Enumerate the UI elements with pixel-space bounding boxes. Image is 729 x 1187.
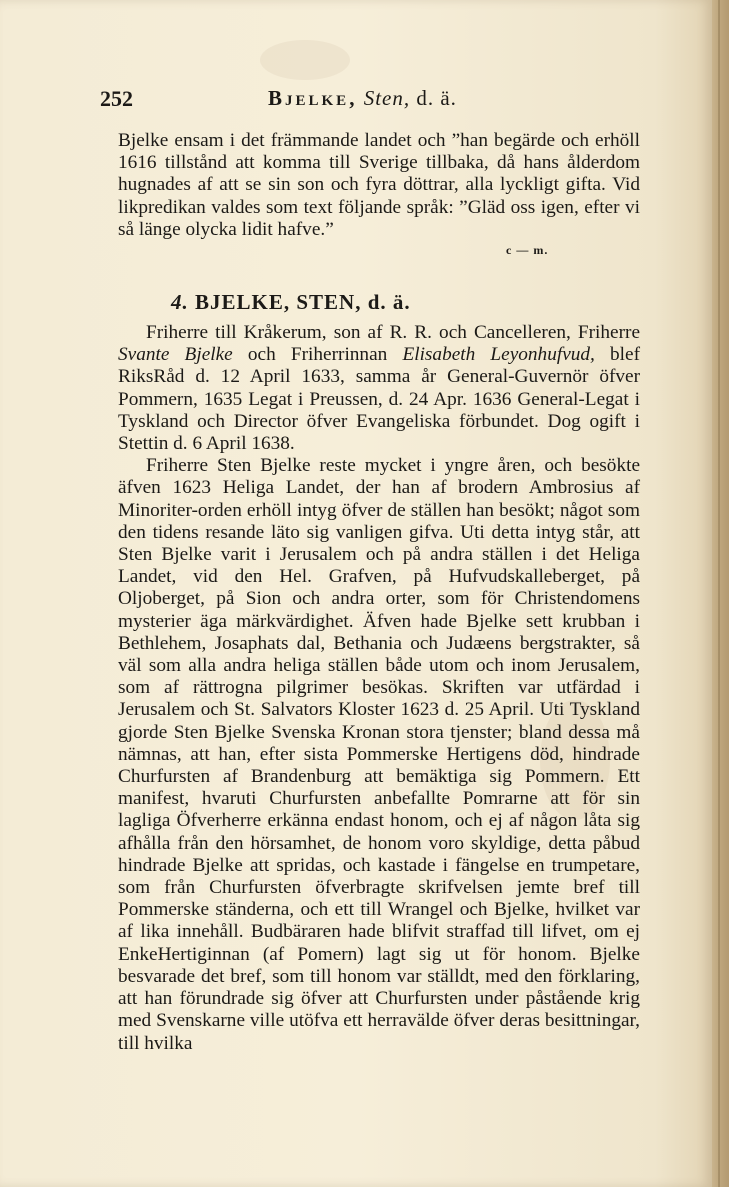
p1-part2: och Friherrinnan [232, 344, 403, 366]
article-paragraph-1 [118, 322, 640, 455]
running-title-surname: Bjelke, [268, 86, 358, 110]
running-header [100, 86, 660, 116]
article-number: 4. [171, 290, 189, 314]
running-title [268, 86, 457, 111]
article-paragraph-2: Friherre Sten Bjelke reste mycket i yngre åren, och besökte äfven 1623 Heliga Landet, der han af brodern Ambrosius af Minoriter-orden erhöll intyg öfver de ställen han besökt; något som den tidens resande läto sig vanligen gifva. Uti detta intyg står, att Sten Bjelke varit i Jerusalem och på andra ställen i det Heliga Landet, vid den Hel. Grafven, på Hufvudskalleberget, på Oljoberget, på Sion och andra orter, som för Christendomens mysterier äga märkvärdighet. Äfven hade Bjelke sett krubban i Bethlehem, Josaphats dal, Bethania och Judæens bergstrakter, så väl som alla andra heliga ställen både utom och inom Jerusalem, som af rättrogna pilgrimer besökas. Skriften var utfärdad i Jerusalem och St. Salvators Kloster 1623 d. 25 April. Uti Tyskland gjorde Sten Bjelke Svenska Kronan stora tjenster; bland dessa må nämnas, att han, efter sista Pommerske Hertigens död, hindrade Churfursten af Brandenburg att bemäktiga sig Pommern. Ett manifest, hvaruti Churfursten anbefallte Pomrarne att för sin lagliga Öfverherre erkänna endast honom, och ej af någon låta sig afhålla från den hörsamhet, de honom voro skyldige, detta påbud hindrade Bjelke att spridas, och kastade i fängelse en trumpetare, som från Churfursten öfverbragte skrifvelsen jemte bref till Pommerske ständerna, och ett till Wrangel och Bjelke, hvilket var af lika innehåll. Budbäraren hade blifvit straffad till lifvet, om ej EnkeHertiginnan (af Pomern) lagt sig ut för honom. Bjelke besvarade det bref, som till honom var ställdt, med den förklaring, att han förundrade sig öfver att Churfursten under påstående krig med Svenskarne ville utöfva ett herravälde öfver deras besittningar, till hvilka [118, 455, 640, 1054]
p1-part3: blef RiksRåd d. 12 April 1633, samma år General-Guvernör öfver Pommern, 1635 Legat i Preussen, d. 24 Apr. 1636 General-Legat i Tyskland och Director öfver Evangeliska förbundet. Dog ogift i Stettin d. 6 April 1638. [118, 344, 640, 455]
running-title-suffix: d. ä. [416, 86, 457, 110]
author-signature: c — m. [506, 243, 549, 257]
article-heading [171, 290, 411, 315]
mother-name: Elisabeth Leyonhufvud, [402, 344, 595, 366]
article-title: BJELKE, STEN, d. ä. [195, 290, 411, 314]
running-title-given-name: Sten, [363, 86, 411, 110]
father-name: Svante Bjelke [118, 344, 233, 366]
paper-stain [260, 40, 350, 80]
continued-paragraph [118, 130, 640, 241]
page-number: 252 [100, 86, 133, 111]
article-body [118, 322, 640, 1055]
p1-part1: Friherre till Kråkerum, son af R. R. och Cancelleren, Friherre [146, 322, 640, 343]
page-edge [712, 0, 729, 1187]
paragraph-text: Bjelke ensam i det främmande landet och ”han begärde och erhöll 1616 tillstånd att komma till Sverige tillbaka, då hans ålderdom hugnades af att se sin son och fyra döttrar, alla lyckligt gifta. Vid likpredikan valdes som text följande språk: ”Gläd oss igen, efter vi så länge olycka lidit hafve.” [118, 130, 640, 240]
